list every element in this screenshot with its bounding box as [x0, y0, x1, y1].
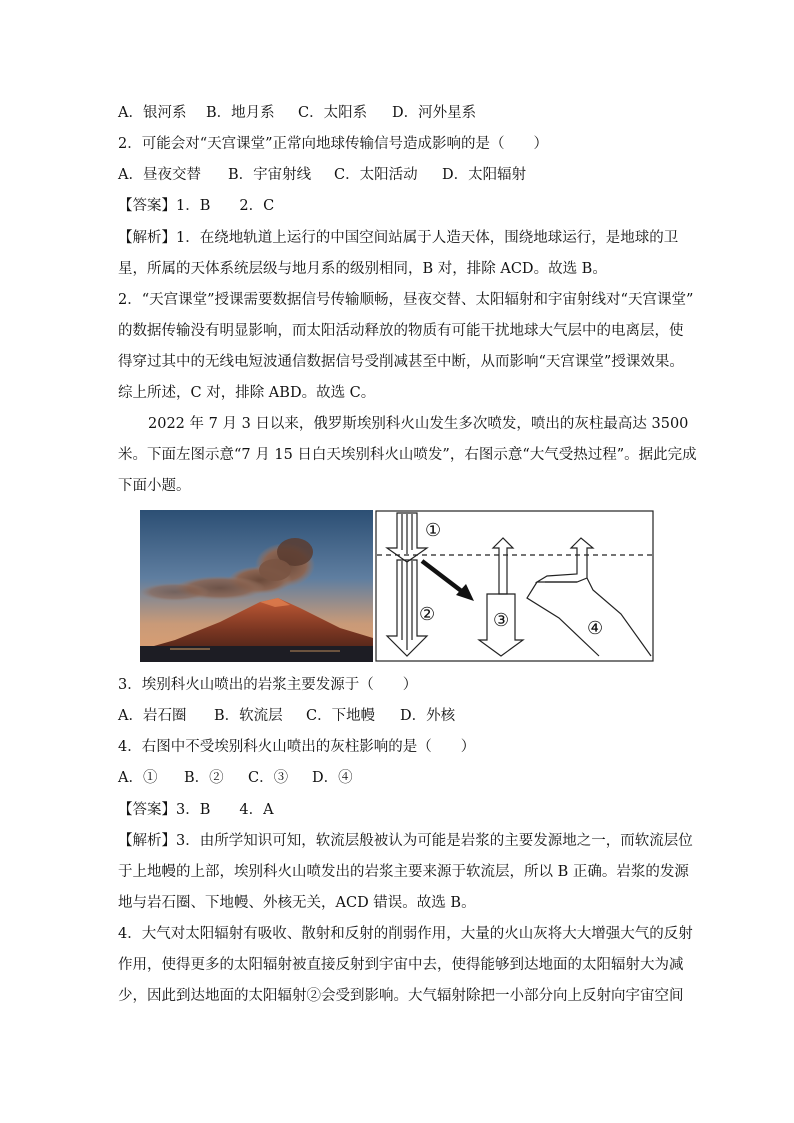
q2-option-b: B．宇宙射线 [228, 167, 312, 183]
analysis-line: 的数据传输没有明显影响，而太阳活动释放的物质有可能干扰地球大气层中的电离层，使 [118, 323, 684, 339]
q1-option-a: A．银河系 [118, 105, 187, 121]
intro-line: 米。下面左图示意“7 月 15 日白天埃别科火山喷发”，右图示意“大气受热过程”。据此完成 [118, 447, 697, 463]
label-1: ① [425, 520, 442, 541]
label-4: ④ [587, 618, 604, 639]
q1-options [118, 103, 476, 123]
label-3: ③ [493, 610, 510, 631]
analysis-line: 【解析】1．在绕地轨道上运行的中国空间站属于人造天体，围绕地球运行，是地球的卫 [118, 230, 679, 246]
q2-option-c: C．太阳活动 [334, 167, 418, 183]
answer-3-4: 【答案】3．B 4．A [118, 802, 274, 818]
q1-option-c: C．太阳系 [298, 105, 368, 121]
q4-option-b: B．② [184, 770, 224, 786]
q2-options [118, 165, 526, 185]
figures [140, 510, 654, 662]
analysis-line: 星，所属的天体系统层级与地月系的级别相同，B 对，排除 ACD。故选 B。 [118, 261, 607, 277]
answer-1-2: 【答案】1．B 2．C [118, 198, 275, 214]
q2-option-a: A．昼夜交替 [118, 167, 201, 183]
volcano-eruption-photo [140, 510, 373, 662]
q3-option-a: A．岩石圈 [118, 708, 187, 724]
analysis-line: 地与岩石圈、下地幔、外核无关，ACD 错误。故选 B。 [118, 895, 476, 911]
intro-line: 下面小题。 [118, 478, 191, 494]
q3-stem: 3．埃别科火山喷出的岩浆主要发源于（ ） [118, 677, 418, 693]
atmosphere-heating-diagram [375, 510, 654, 662]
analysis-line: 综上所述，C 对，排除 ABD。故选 C。 [118, 385, 376, 401]
q1-option-b: B．地月系 [206, 105, 275, 121]
q3-option-c: C．下地幔 [306, 708, 376, 724]
q3-options [118, 706, 455, 726]
q2-stem: 2．可能会对“天宫课堂”正常向地球传输信号造成影响的是（ ） [118, 136, 549, 152]
analysis-line: 少，因此到达地面的太阳辐射②会受到影响。大气辐射除把一小部分向上反射向宇宙空间 [118, 988, 684, 1004]
analysis-line: 【解析】3．由所学知识可知，软流层般被认为可能是岩浆的主要发源地之一，而软流层位 [118, 833, 693, 849]
analysis-line: 4．大气对太阳辐射有吸收、散射和反射的削弱作用，大量的火山灰将大大增强大气的反射 [118, 926, 693, 942]
label-2: ② [419, 604, 436, 625]
q1-option-d: D．河外星系 [392, 105, 477, 121]
q4-option-c: C．③ [248, 770, 289, 786]
q4-stem: 4．右图中不受埃别科火山喷出的灰柱影响的是（ ） [118, 739, 476, 755]
q3-option-b: B．软流层 [214, 708, 283, 724]
intro-line: 2022 年 7 月 3 日以来，俄罗斯埃别科火山发生多次喷发，喷出的灰柱最高达 3500 [148, 416, 689, 432]
analysis-line: 于上地幔的上部，埃别科火山喷发出的岩浆主要来源于软流层，所以 B 正确。岩浆的发源 [118, 864, 689, 880]
analysis-line: 2．“天宫课堂”授课需要数据信号传输顺畅，昼夜交替、太阳辐射和宇宙射线对“天宫课堂” [118, 292, 694, 308]
q2-option-d: D．太阳辐射 [442, 167, 527, 183]
analysis-line: 得穿过其中的无线电短波通信数据信号受削减甚至中断，从而影响“天宫课堂”授课效果。 [118, 354, 684, 370]
q4-option-d: D．④ [312, 770, 353, 786]
q4-options [118, 768, 353, 788]
analysis-line: 作用，使得更多的太阳辐射被直接反射到宇宙中去，使得能够到达地面的太阳辐射大为减 [118, 957, 684, 973]
q3-option-d: D．外核 [400, 708, 456, 724]
q4-option-a: A．① [118, 770, 158, 786]
